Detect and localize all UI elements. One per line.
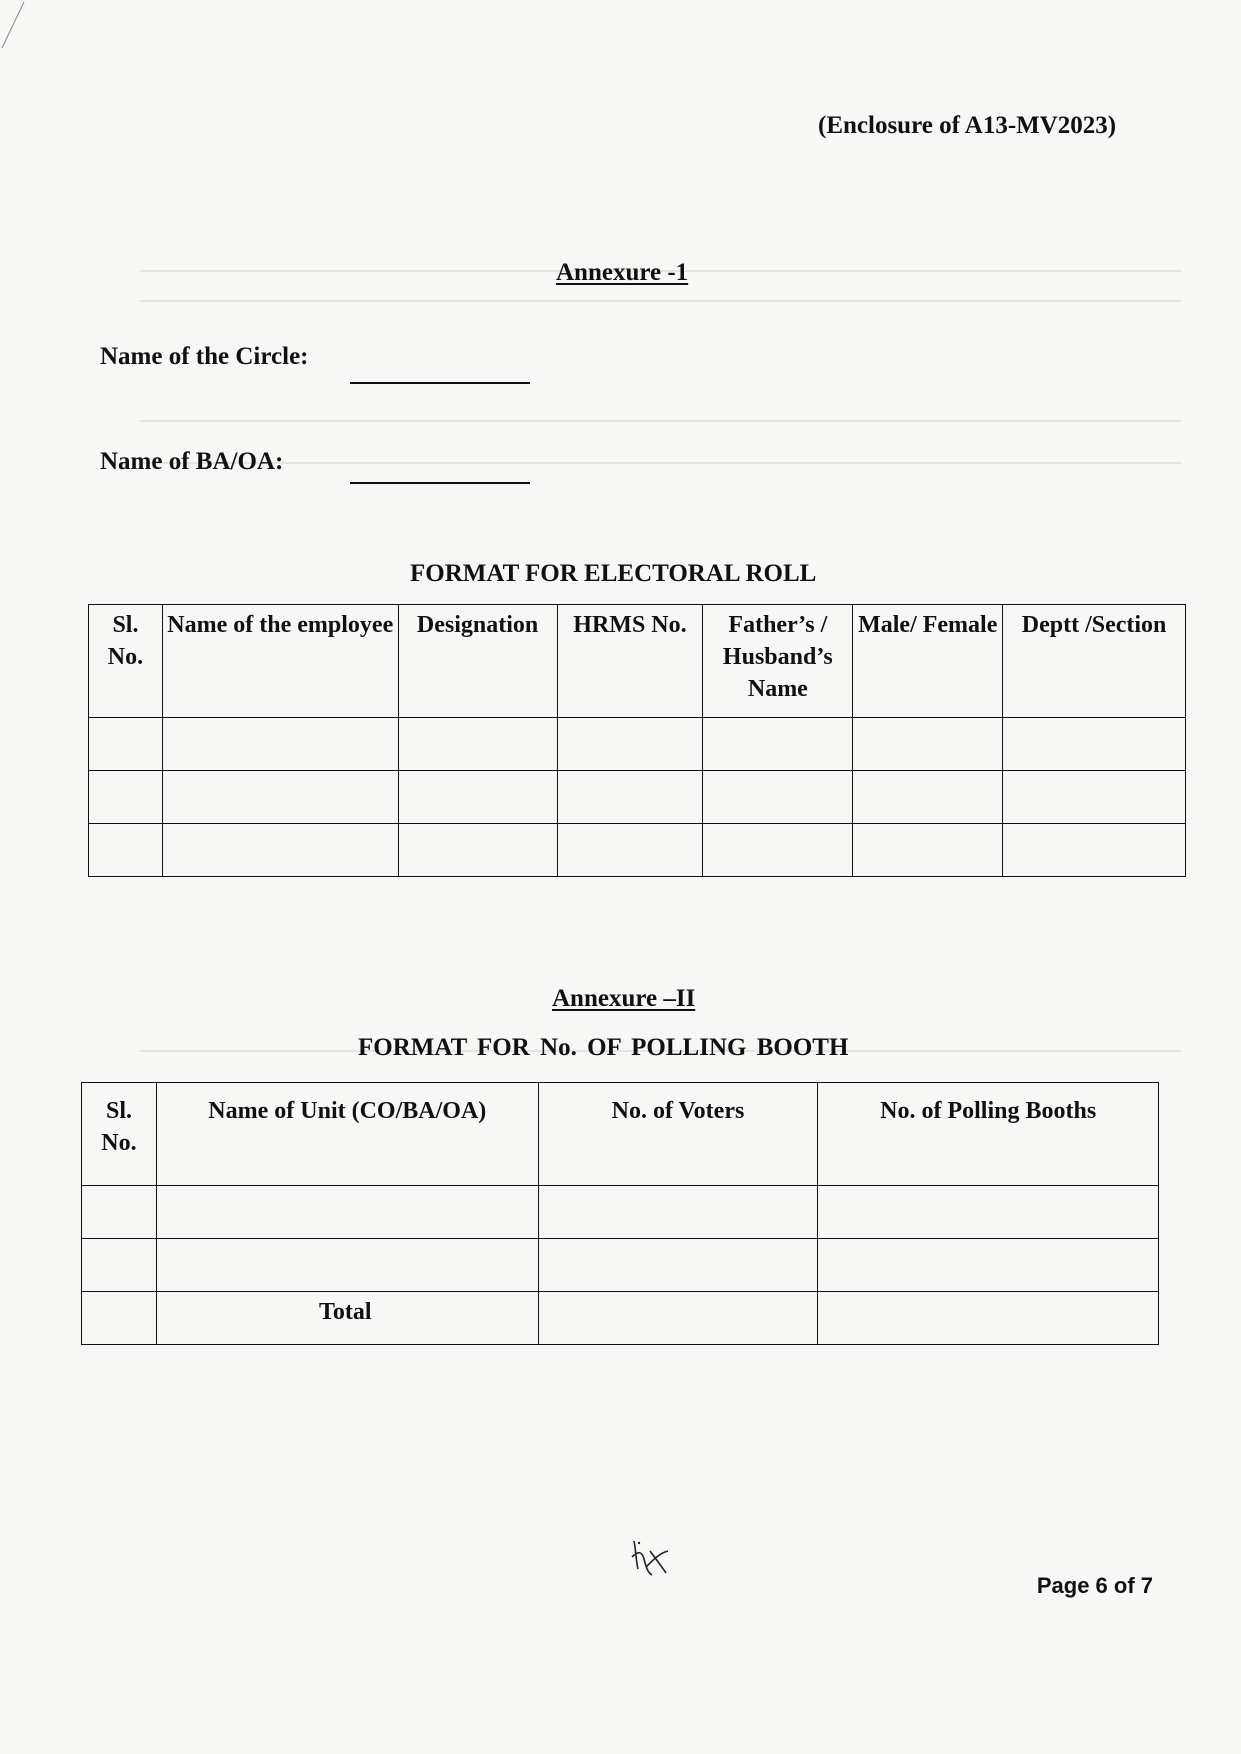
table-cell[interactable] xyxy=(818,1239,1159,1292)
table-cell[interactable] xyxy=(82,1186,157,1239)
enclosure-reference: (Enclosure of A13-MV2023) xyxy=(818,112,1117,139)
annexure-2-title: Annexure –II xyxy=(552,985,696,1012)
column-header: Male/ Female xyxy=(853,605,1003,718)
table-cell[interactable] xyxy=(398,771,557,824)
table-cell[interactable] xyxy=(398,824,557,877)
table-cell[interactable] xyxy=(82,1292,157,1345)
signature-initials xyxy=(628,1537,674,1577)
total-voters-cell[interactable] xyxy=(538,1292,818,1345)
column-header: Father’s / Husband’s Name xyxy=(703,605,853,718)
table-cell[interactable] xyxy=(1003,771,1186,824)
bleed-through xyxy=(140,300,1181,302)
electoral-roll-title: FORMAT FOR ELECTORAL ROLL xyxy=(410,560,817,587)
circle-name-label: Name of the Circle: xyxy=(100,343,309,370)
table-row xyxy=(82,1239,1159,1292)
table-cell[interactable] xyxy=(557,718,703,771)
table-cell[interactable] xyxy=(398,718,557,771)
table-cell[interactable] xyxy=(156,1186,538,1239)
table-cell[interactable] xyxy=(557,824,703,877)
table-cell[interactable] xyxy=(853,718,1003,771)
column-header: Sl. No. xyxy=(82,1083,157,1186)
scan-mark xyxy=(0,0,30,50)
table-cell[interactable] xyxy=(89,771,163,824)
table-cell[interactable] xyxy=(1003,718,1186,771)
table-cell[interactable] xyxy=(89,824,163,877)
table-cell[interactable] xyxy=(703,771,853,824)
bleed-through xyxy=(140,420,1181,422)
table-cell[interactable] xyxy=(538,1186,818,1239)
table-cell[interactable] xyxy=(818,1186,1159,1239)
polling-booth-table xyxy=(81,1082,1159,1345)
table-row xyxy=(89,771,1186,824)
total-row xyxy=(82,1292,1159,1345)
table-header-row xyxy=(82,1083,1159,1186)
table-cell[interactable] xyxy=(162,718,398,771)
electoral-roll-table xyxy=(88,604,1186,877)
table-row xyxy=(82,1186,1159,1239)
column-header: Name of Unit (CO/BA/OA) xyxy=(156,1083,538,1186)
ba-name-blank[interactable] xyxy=(350,482,530,484)
column-header: Sl. No. xyxy=(89,605,163,718)
polling-booth-title: FORMAT FOR No. OF POLLING BOOTH xyxy=(358,1034,849,1061)
table-cell[interactable] xyxy=(82,1239,157,1292)
ba-name-label: Name of BA/OA: xyxy=(100,448,284,475)
column-header: No. of Voters xyxy=(538,1083,818,1186)
column-header: Name of the employee xyxy=(162,605,398,718)
bleed-through xyxy=(140,462,1181,464)
annexure-1-title: Annexure -1 xyxy=(556,259,689,286)
table-cell[interactable] xyxy=(703,718,853,771)
total-label: Total xyxy=(156,1292,538,1345)
table-cell[interactable] xyxy=(853,771,1003,824)
table-row xyxy=(89,718,1186,771)
column-header: No. of Polling Booths xyxy=(818,1083,1159,1186)
table-cell[interactable] xyxy=(1003,824,1186,877)
total-booths-cell[interactable] xyxy=(818,1292,1159,1345)
column-header: Designation xyxy=(398,605,557,718)
table-cell[interactable] xyxy=(89,718,163,771)
table-cell[interactable] xyxy=(538,1239,818,1292)
circle-name-blank[interactable] xyxy=(350,382,530,384)
table-row xyxy=(89,824,1186,877)
column-header: Deptt /Section xyxy=(1003,605,1186,718)
table-cell[interactable] xyxy=(853,824,1003,877)
table-header-row xyxy=(89,605,1186,718)
table-cell[interactable] xyxy=(156,1239,538,1292)
table-cell[interactable] xyxy=(703,824,853,877)
table-cell[interactable] xyxy=(557,771,703,824)
table-cell[interactable] xyxy=(162,824,398,877)
column-header: HRMS No. xyxy=(557,605,703,718)
page-number: Page 6 of 7 xyxy=(1036,1573,1153,1598)
table-cell[interactable] xyxy=(162,771,398,824)
